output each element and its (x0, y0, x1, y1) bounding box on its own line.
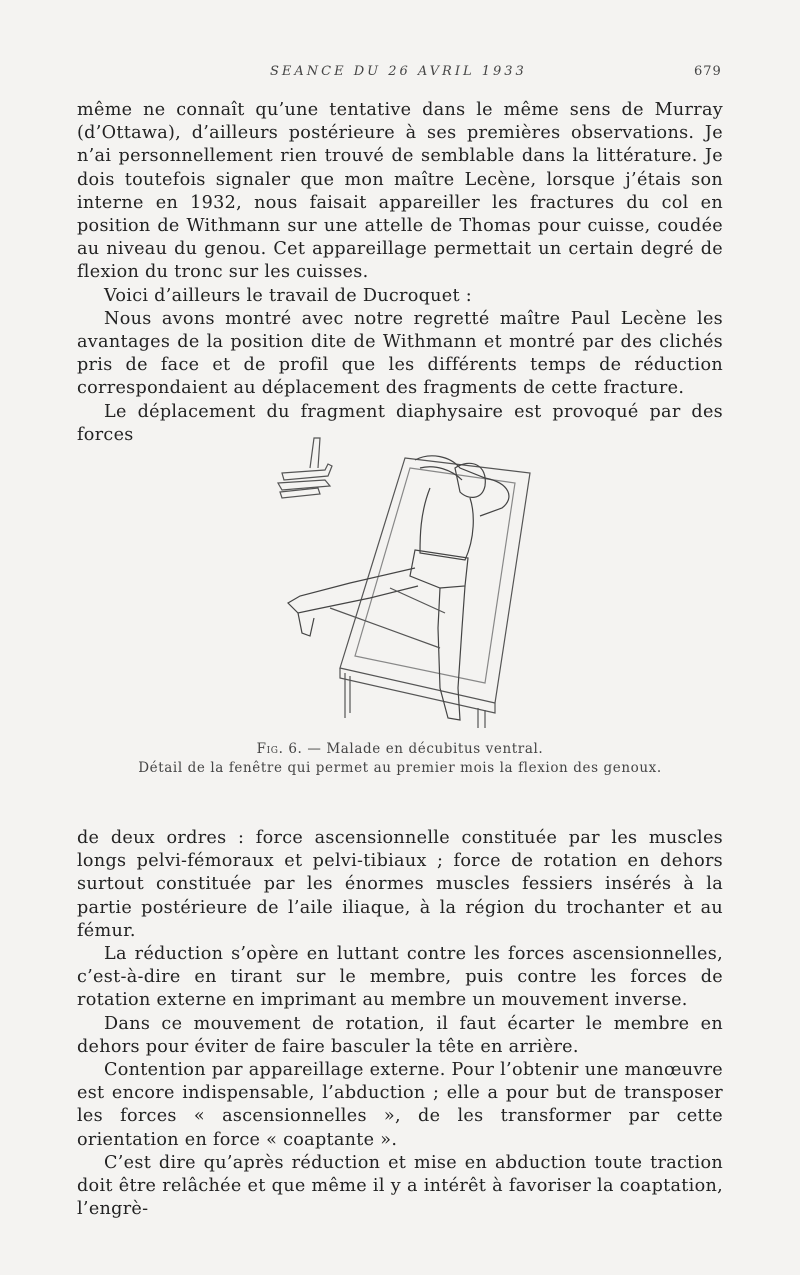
paragraph: La réduction s’opère en luttant contre les forces ascensionnelles, c’est-à-dire en tirant sur le membre, puis contre les forces de rotation externe en imprimant au membre un mouvement inverse. (77, 944, 723, 1011)
window-detail-inset (278, 438, 332, 498)
running-title: SEANCE DU 26 AVRIL 1933 (270, 64, 527, 79)
window-bar (390, 588, 445, 613)
running-header (0, 64, 800, 84)
paragraph: Contention par appareillage externe. Pour l’obtenir une manœuvre est encore indispensable, l’abduction ; elle a pour but de transposer les forces « ascensionnelles », de les transformer par cette orientation en force « coaptante ». (77, 1060, 723, 1150)
figure-caption-line2: Détail de la fenêtre qui permet au premier mois la flexion des genoux. (138, 760, 662, 776)
patient-prone-illustration (270, 428, 540, 738)
paragraph: C’est dire qu’après réduction et mise en abduction toute traction doit être relâchée et que même il y a intérêt à favoriser la coaptation, l’engrè- (77, 1152, 723, 1220)
figure-caption-line1 (80, 741, 720, 757)
paragraph: Dans ce mouvement de rotation, il faut écarter le membre en dehors pour éviter de faire basculer la tête en arrière. (77, 1013, 723, 1057)
body-text-top (77, 99, 723, 447)
patient-figure (288, 456, 509, 720)
figure-caption-title: — Malade en décubitus ventral. (307, 741, 544, 757)
paragraph: Nous avons montré avec notre regretté maître Paul Lecène les avantages de la position dite de Withmann et montré par des clichés pris de face et de profil que les différents temps de réduction correspondaient au déplacement des fragments de cette fracture. (77, 308, 723, 399)
examination-table (340, 458, 530, 728)
figure-label: Fig. 6. (256, 741, 303, 757)
paragraph: Voici d’ailleurs le travail de Ducroquet : (104, 285, 473, 306)
paragraph: Le déplacement du fragment diaphysaire est provoqué par des forces (77, 401, 723, 445)
page-number: 679 (694, 64, 722, 79)
window-bar (330, 608, 440, 648)
paragraph: de deux ordres : force ascensionnelle constituée par les muscles longs pelvi-fémoraux et pelvi-tibiaux ; force de rotation en dehors surtout constituée par les énormes muscles fessiers insérés à la partie postérieure de l’aile iliaque, à la région du trochanter et au fémur. (77, 828, 723, 941)
paragraph: même ne connaît qu’une tentative dans le même sens de Murray (d’Ottawa), d’ailleurs postérieure à ses premières observations. Je n’ai personnellement rien trouvé de semblable dans la littérature. Je dois toutefois signaler que mon maître Lecène, lorsque j’étais son interne en 1932, nous faisait appareiller les fractures du col en position de Withmann sur une attelle de Thomas pour cuisse, coudée au niveau du genou. Cet appareillage permettait un certain degré de flexion du tronc sur les cuisses. (77, 100, 723, 283)
body-text-bottom (77, 827, 723, 1221)
figure-illustration (270, 428, 540, 738)
